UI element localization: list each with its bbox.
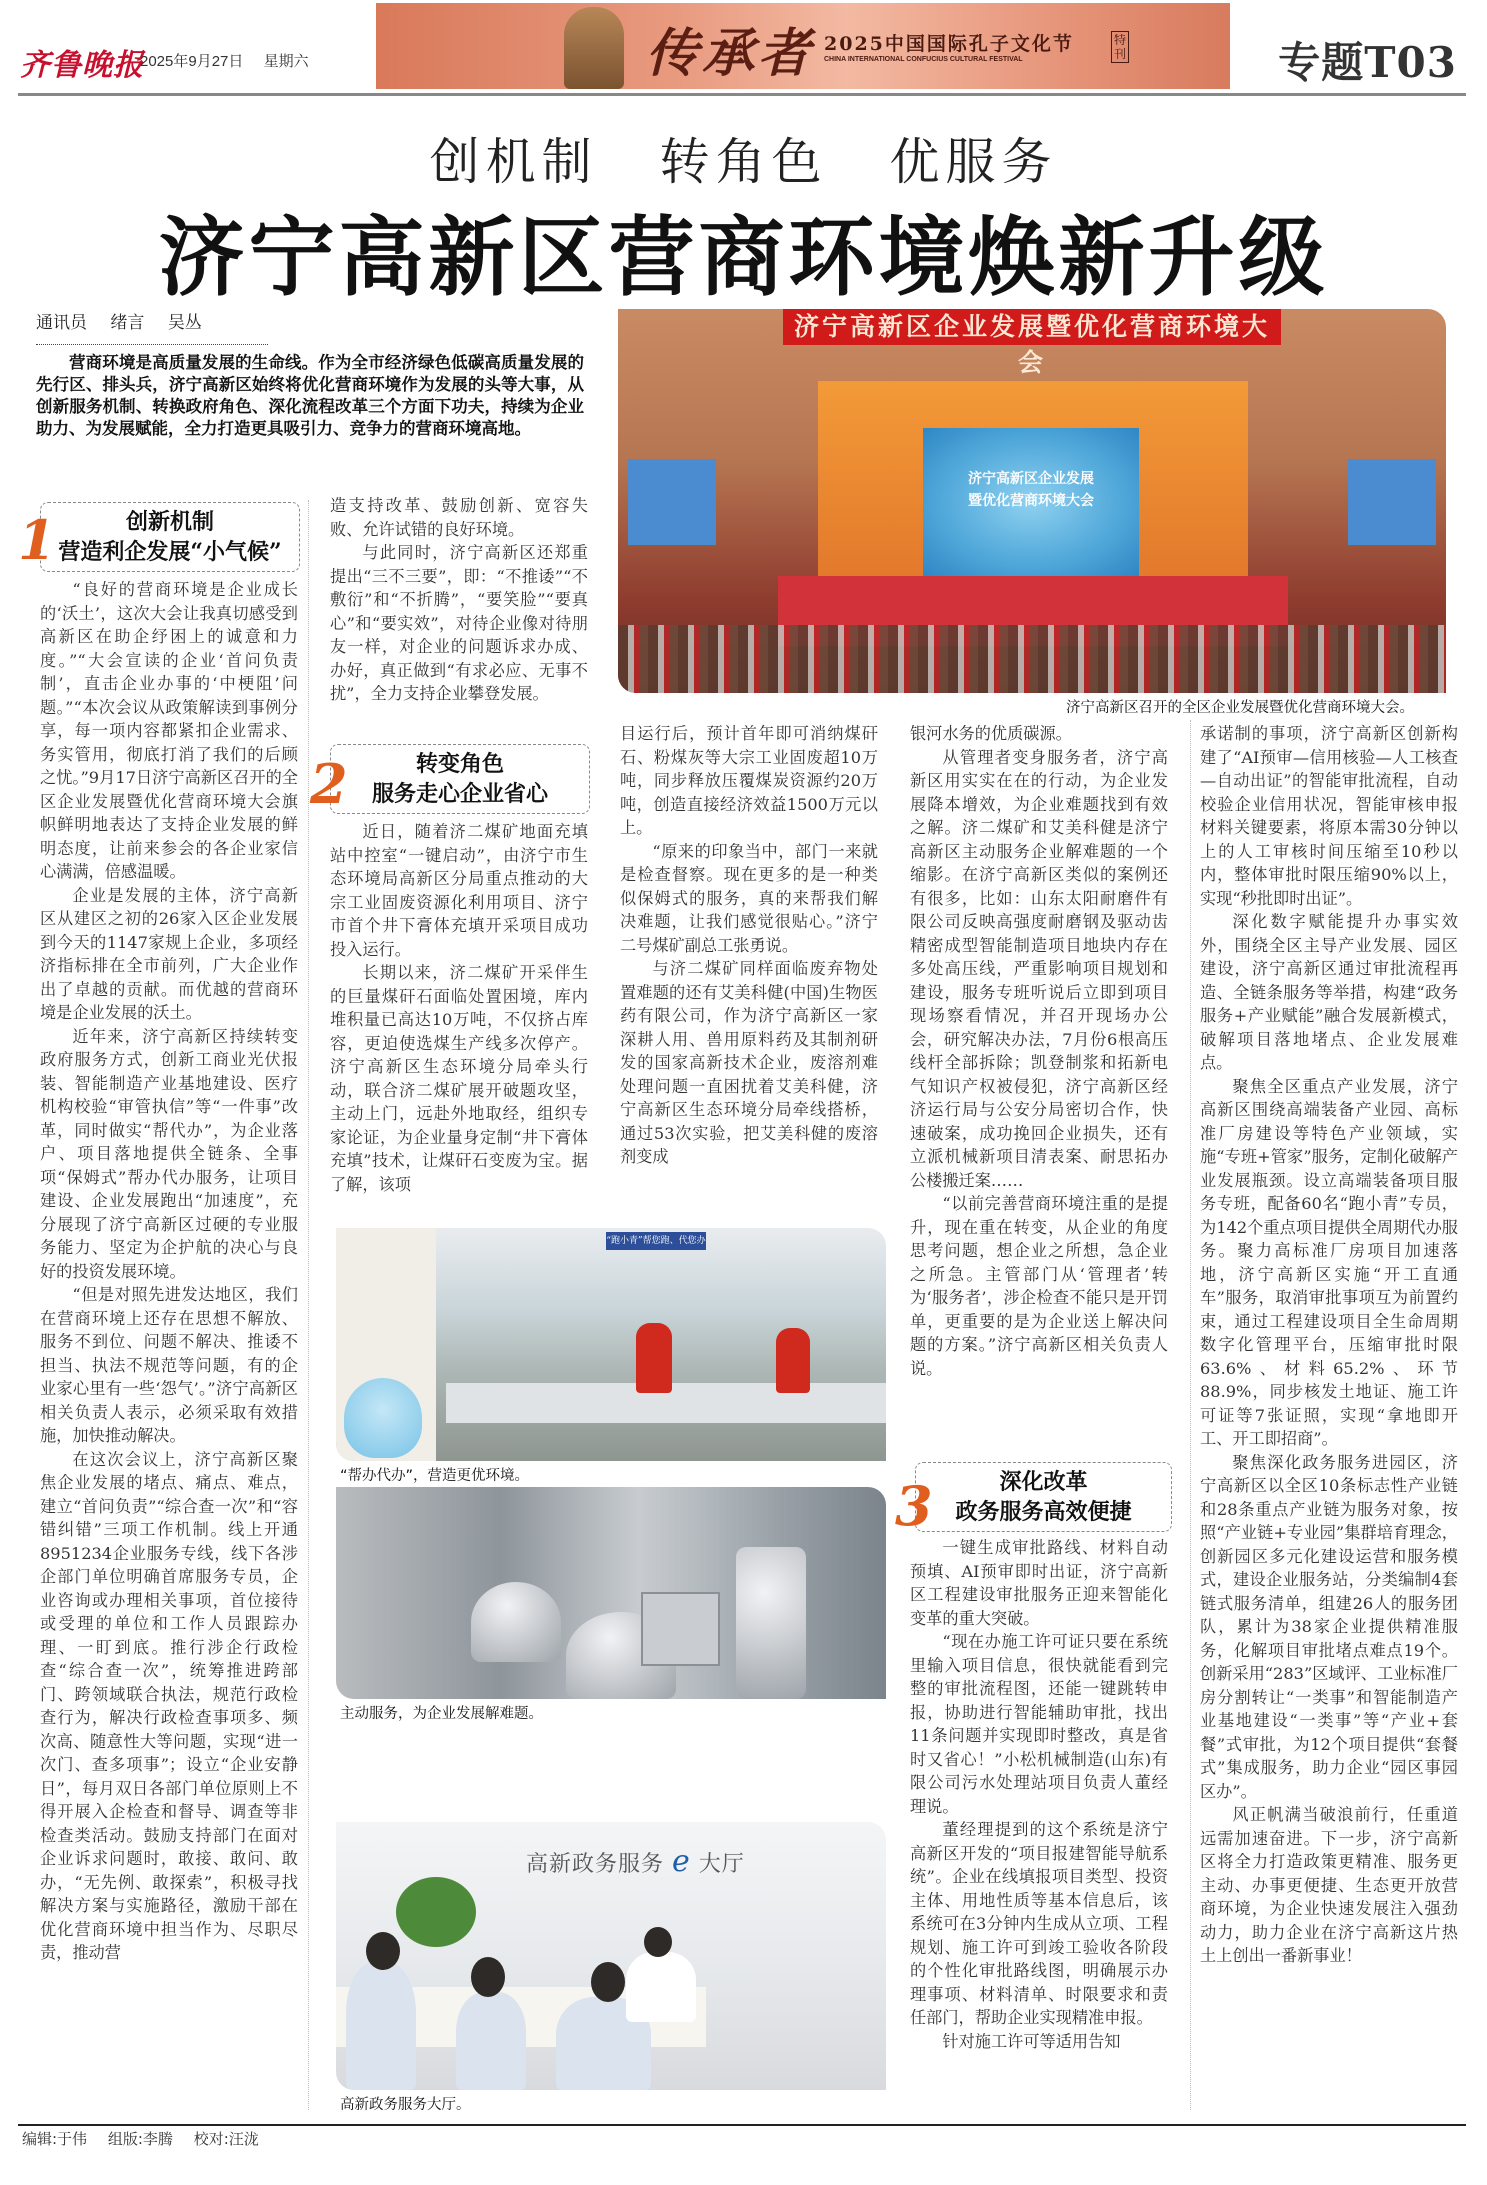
newspaper-logo: 齐鲁晚报: [20, 48, 144, 83]
article-subtitle: [0, 122, 1487, 194]
paragraph: 近日，随着济二煤矿地面充填站中控室“一键启动”，由济宁市生态环境局高新区分局重点推动的大宗工业固废资源化利用项目、济宁市首个井下膏体充填开采项目成功投入运行。: [330, 822, 588, 959]
festival-name-cn: 2025中国国际孔子文化节: [824, 33, 1074, 55]
confucius-statue-image: [564, 7, 624, 89]
paragraph: 聚焦全区重点产业发展，济宁高新区围绕高端装备产业园、高标准厂房建设等特色产业领域，实施“专班+管家”服务，定制化破解产业发展瓶颈。设立高端装备项目服务专班，配备60名“跑小青”专员，为142个重点项目提供全周期代办服务。聚力高标准厂房项目加速落地，济宁高新区实施“开工直通车”服务，取消审批事项互为前置约束，通过工程建设项目全生命周期数字化管理平台，压缩审批时限63.6%、材料65.2%、环节88.9%，同步核发土地证、施工许可证等7张证照，实现“拿地即开工、开工即招商”。: [1200, 1076, 1458, 1448]
paragraph: 与济二煤矿同样面临废弃物处置难题的还有艾美科健(中国)生物医药有限公司，作为济宁高新区一家深耕人用、兽用原料药及其制剂研发的国家高新技术企业，废溶剂难处理问题一直困扰着艾美科健，济宁高新区生态环境分局牵线搭桥，通过53次实验，把艾美科健的废溶剂变成: [620, 959, 878, 1166]
byline-divider: [36, 344, 268, 345]
screen-text: 济宁高新区企业发展: [968, 471, 1094, 487]
section-3-header: [915, 1462, 1172, 1532]
staff-member: [626, 1952, 696, 2022]
paragraph: 造支持改革、鼓励创新、宽容失败、允许试错的良好环境。: [330, 496, 588, 539]
layout-credit: 组版:李腾: [107, 2130, 173, 2148]
article-headline: 济宁高新区营商环境焕新升级: [158, 207, 1329, 308]
paragraph: 目运行后，预计首年即可消纳煤矸石、粉煤灰等大宗工业固废超10万吨，同步释放压覆煤炭资源约20万吨，创造直接经济效益1500万元以上。: [620, 724, 878, 837]
paragraph: 承诺制的事项，济宁高新区创新构建了“AI预审—信用核验—人工核查—自动出证”的智能审批流程，自动校验企业信用状况，智能审核申报材料关键要素，将原本需30分钟以上的人工审核时间压缩至10秒以内，整体审批时限压缩90%以上，实现“秒批即时出证”。: [1200, 724, 1458, 908]
reactor-tank: [471, 1582, 561, 1662]
column-divider: [308, 500, 309, 2110]
conference-photo-caption: 济宁高新区召开的全区企业发展暨优化营商环境大会。: [1066, 700, 1414, 716]
paragraph: “以前完善营商环境注重的是提升，现在重在转变，从企业的角度思考问题，想企业之所想，急企业之所急。主管部门从‘管理者’转为‘服务者’，涉企检查不能只是开罚单，更重要的是为企业送上解决问题的方案。”济宁高新区相关负责人说。: [910, 1194, 1168, 1378]
help-service-caption: “帮办代办”，营造更优环境。: [340, 1468, 530, 1484]
pipe-column: [736, 1547, 806, 1699]
paragraph: 近年来，济宁高新区持续转变政府服务方式，创新工商业光伏报装、智能制造产业基地建设、医疗机构校验“审管执信”等“一件事”改革，同时做实“帮代办”，为企业落户、项目落地提供全链条、全事项“保姆式”帮办代办服务，让项目建设、企业发展跑出“加速度”，充分展现了济宁高新区过硬的专业服务能力、坚定为企护航的决心与良好的投资发展环境。: [40, 1026, 298, 1281]
person: [346, 1962, 416, 2090]
credits: [22, 2128, 275, 2149]
footer-divider: [18, 2124, 1466, 2126]
section-title-line: 创新机制: [125, 509, 214, 535]
hall-sign: [526, 1844, 745, 1879]
factory-photo: [336, 1487, 886, 1699]
paragraph: 针对施工许可等适用告知: [942, 2031, 1121, 2051]
paragraph: 银河水务的优质碳源。: [910, 724, 1072, 743]
section-2-header: [330, 744, 590, 814]
service-hall-photo: [336, 1822, 886, 2090]
special-edition-banner: [376, 3, 1230, 89]
article-column-3: [620, 722, 878, 1169]
section-number: 3: [895, 1474, 933, 1538]
byline-author: 绪言: [110, 313, 145, 333]
festival-name-en: CHINA INTERNATIONAL CONFUCIUS CULTURAL FESTIVAL: [824, 56, 1023, 63]
section-title-line: 政务服务高效便捷: [955, 1499, 1132, 1525]
section-number: 2: [310, 752, 348, 816]
section-title-line: 营造利企发展“小气候”: [58, 539, 282, 565]
mascot-image: [344, 1378, 422, 1458]
paragraph: 企业是发展的主体，济宁高新区从建区之初的26家入区企业发展到今天的1147家规上企业，多项经济指标排在全市前列，广大企业作出了卓越的贡献。而优越的营商环境是企业发展的沃土。: [40, 885, 298, 1022]
volunteer: [776, 1328, 810, 1393]
audience: [618, 625, 1446, 693]
page-section-id: 专题T03: [1278, 38, 1457, 87]
subtitle-part: 优服务: [889, 133, 1058, 191]
person-head: [471, 1957, 505, 1997]
section-title-line: 服务走心企业省心: [371, 781, 548, 807]
person-head: [366, 1932, 400, 1970]
hall-sign-suffix: 大厅: [698, 1852, 745, 1877]
issue-date: [140, 50, 325, 71]
date-text: 2025年9月27日: [140, 53, 244, 70]
person: [456, 1992, 526, 2090]
subtitle-part: 转角色: [659, 133, 828, 191]
weekday-text: 星期六: [263, 53, 309, 70]
editor-credit: 编辑:于伟: [22, 2130, 88, 2148]
paragraph: 从管理者变身服务者，济宁高新区用实实在在的行动，为企业发展降本增效，为企业难题找到有效之解。济二煤矿和艾美科健是济宁高新区主动服务企业解难题的一个缩影。在济宁高新区类似的案例还有很多，比如：山东太阳耐磨件有限公司反映高强度耐磨钢及驱动齿精密成型智能制造项目地块内存在多处高压线，严重影响项目规划和建设，服务专班听说后立即到项目现场察看情况，并召开现场办公会，研究解决办法，7月份6根高压线杆全部拆除；凯登制浆和拓新电气知识产权被侵犯，济宁高新区经济运行局与公安分局密切合作，快速破案，成功挽回企业损失，还有立派机械新项目清表案、耐思拓办公楼搬迁案……: [910, 747, 1168, 1190]
header-divider: [18, 93, 1466, 96]
volunteer: [636, 1323, 672, 1393]
paragraph: 深化数字赋能提升办事实效外，围绕全区主导产业发展、园区建设，济宁高新区通过审批流程再造、全链条服务等举措，构建“政务服务+产业赋能”融合发展新模式，破解项目落地堵点、企业发展难点。: [1200, 912, 1458, 1072]
byline-role: 通讯员: [36, 313, 87, 333]
article-column-1: [40, 578, 298, 1965]
paragraph: 风正帆满当破浪前行，任重道远需加速奋进。下一步，济宁高新区将全力打造政策更精准、服务更主动、办事更便捷、生态更开放营商环境，为企业快速发展注入强劲动力，助力企业在济宁高新这片热土上创出一番新事业！: [1200, 1805, 1458, 1965]
banner-title: 传承者: [646, 23, 815, 84]
service-sign: “跑小青”帮您跑、代您办: [606, 1232, 706, 1250]
paragraph: “但是对照先进发达地区，我们在营商环境上还存在思想不解放、服务不到位、问题不解决、推诿不担当、执法不规范等问题，有的企业家心里有一些‘怨气’。”济宁高新区相关负责人表示，必须采取有效措施，加快推动解决。: [40, 1285, 298, 1445]
paragraph: 与此同时，济宁高新区还郑重提出“三不三要”，即：“不推诿”“不敷衍”和“不折腾”，“要笑脸”“要真心”和“要实效”，对待企业像对待朋友一样，对企业的问题诉求办成、办好，真正做到“有求必应、无事不扰”，全力支持企业攀登发展。: [330, 543, 588, 703]
hall-sign-text: 高新政务服务: [526, 1852, 665, 1877]
section-1-header: [40, 502, 300, 572]
paragraph: “良好的营商环境是企业成长的‘沃土’，这次大会让我真切感受到高新区在助企纾困上的诚意和力度。”“大会宣读的企业‘首问负责制’，直击企业办事的‘中梗阻’问题。”“本次会议从政策解读到事例分享，每一项内容都紧扣企业需求、务实管用，彻底打消了我们的后顾之忧。”9月17日济宁高新区召开的全区企业发展暨优化营商环境大会旗帜鲜明地表达了支持企业发展的鲜明态度，让前来参会的各企业家信心满满，倍感温暖。: [40, 580, 298, 881]
screen-text: 暨优化营商环境大会: [968, 493, 1094, 509]
plant: [396, 1877, 476, 1947]
special-issue-tag: 特刊: [1111, 31, 1129, 63]
byline: [36, 308, 220, 333]
control-panel: [641, 1592, 720, 1666]
paragraph: “现在办施工许可证只要在系统里输入项目信息，很快就能看到完整的审批流程图，还能一键跳转申报，协助进行智能辅助审批，找出11条问题并实现即时整改，真是省时又省心！”小松机械制造(山东)有限公司污水处理站项目负责人董经理说。: [910, 1632, 1168, 1816]
person-head: [644, 1927, 672, 1957]
paragraph: 董经理提到的这个系统是济宁高新区开发的“项目报建智能导航系统”。企业在线填报项目类型、投资主体、用地性质等基本信息后，该系统可在3分钟内生成从立项、工程规划、施工许可到竣工验收各阶段的个性化审批路线图，明确展示办理事项、材料清单、时限要求和责任部门，帮助企业实现精准申报。: [910, 1820, 1168, 2027]
article-column-2: [330, 494, 588, 706]
article-column-4: [910, 722, 1168, 1380]
side-screen-left: [628, 459, 716, 545]
byline-author: 吴丛: [167, 313, 202, 333]
column-divider: [1190, 720, 1191, 2110]
factory-caption: 主动服务，为企业发展解难题。: [340, 1706, 543, 1722]
lead-paragraph: 营商环境是高质量发展的生命线。作为全市经济绿色低碳高质量发展的先行区、排头兵，济宁高新区始终将优化营商环境作为发展的头等大事，从创新服务机制、转换政府角色、深化流程改革三个方面下功夫，持续为企业助力、为发展赋能，全力打造更具吸引力、竞争力的营商环境高地。: [36, 353, 584, 438]
side-screen-right: [1348, 459, 1436, 545]
proofread-credit: 校对:汪泷: [193, 2130, 259, 2148]
paragraph: 聚焦深化政务服务进园区，济宁高新区以全区10条标志性产业链和28条重点产业链为服务对象，按照“产业链+专业园”集群培育理念，创新园区多元化建设运营和服务模式，建设企业服务站，分类编制4套链式服务清单，组建26人的服务团队，累计为38家企业提供精准服务，化解项目审批堵点难点19个。创新采用“283”区域评、工业标准厂房分割转让“一类事”和智能制造产业基地建设“一类事”等“产业+套餐”式审批，为12个项目提供“套餐式”集成服务，助力企业“园区事园区办”。: [1200, 1452, 1458, 1801]
paragraph: 在这次会议上，济宁高新区聚焦企业发展的堵点、痛点、难点，建立“首问负责”“综合查一次”和“容错纠错”三项工作机制。线上开通8951234企业服务专线，线下各涉企部门单位明确首席服务专员，企业咨询或办理相关事项，首位接待或受理的单位和工作人员跟踪办理、一盯到底。推行涉企行政检查“综合查一次”，统筹推进跨部门、跨领域联合执法，规范行政检查行为，解决行政检查事项多、频次高、随意性大等问题，实现“进一次门、查多项事”；设立“企业安静日”，每月双日各部门单位原则上不得开展入企检查和督导、调查等非检查类活动。鼓励支持部门在面对企业诉求问题时，敢接、敢问、敢办，“无先例、敢探索”，积极寻找解决方案与实施路径，激励干部在优化营商环境中担当作为、尽职尽责，推动营: [40, 1449, 298, 1962]
paragraph: “原来的印象当中，部门一来就是检查督察。现在更多的是一种类似保姆式的服务，真的来帮我们解决难题，让我们感觉很贴心。”济宁二号煤矿副总工张勇说。: [620, 841, 878, 955]
section-number: 1: [18, 508, 56, 572]
subtitle-part: 创机制: [429, 133, 598, 191]
section-title-line: 深化改革: [999, 1469, 1088, 1495]
article-column-4-section-3: [910, 1536, 1168, 2053]
stage-screen: [923, 428, 1139, 576]
conference-photo: [618, 309, 1446, 693]
service-hall-caption: 高新政务服务大厅。: [340, 2097, 471, 2113]
paragraph: 一键生成审批路线、材料自动预填、AI预审即时出证，济宁高新区工程建设审批服务正迎来智能化变革的重大突破。: [910, 1538, 1168, 1628]
section-title-line: 转变角色: [415, 751, 504, 777]
article-column-5: [1200, 722, 1458, 1968]
festival-logo: [824, 29, 1074, 63]
person-head: [591, 1962, 625, 2002]
help-service-photo: [336, 1228, 886, 1461]
article-column-2-section-2: [330, 820, 588, 1196]
conference-banner: 济宁高新区企业发展暨优化营商环境大会: [783, 309, 1281, 345]
e-logo-icon: e: [672, 1844, 691, 1879]
paragraph: 长期以来，济二煤矿开采伴生的巨量煤矸石面临处置困境，库内堆积量已高达10万吨，不仅挤占库容，更迫使选煤生产线多次停产。济宁高新区生态环境分局牵头行动，联合济二煤矿展开破题攻坚，主动上门，远赴外地取经，组织专家论证，为企业量身定制“井下膏体充填”技术，让煤矸石变废为宝。据了解，该项: [330, 963, 588, 1194]
